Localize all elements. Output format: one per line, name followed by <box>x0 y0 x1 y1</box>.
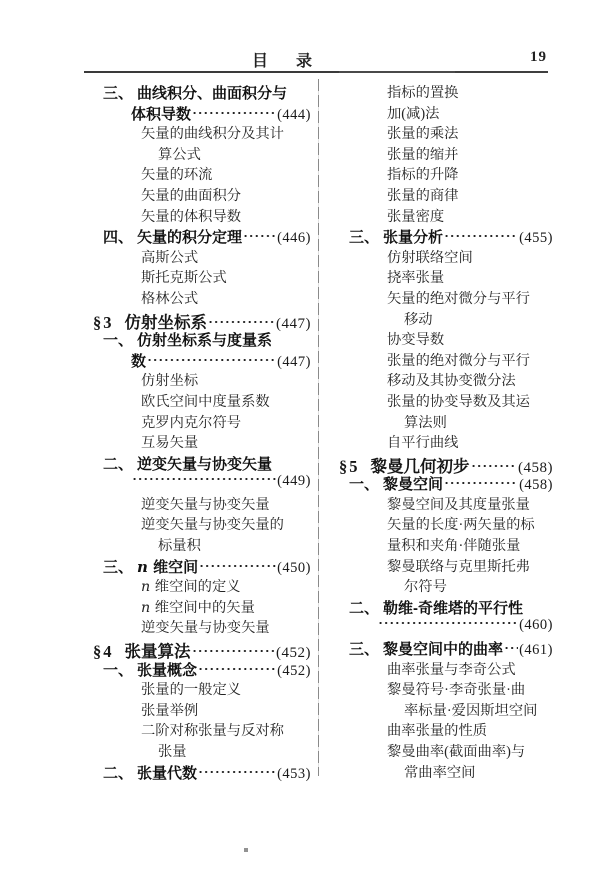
toc-line-title: n 维空间的定义 <box>141 579 241 596</box>
toc-line-title: 率标量·爱因斯坦空间 <box>404 702 538 719</box>
column-divider <box>318 79 319 776</box>
toc-line <box>331 350 553 371</box>
toc-line <box>85 288 311 309</box>
toc-line-title: 张量的缩并 <box>387 146 459 163</box>
toc-line <box>331 576 553 597</box>
toc-line <box>331 700 553 721</box>
dot-leader <box>444 231 518 242</box>
toc-line-title: 仿射坐标系 <box>124 312 207 332</box>
toc-line-marker: §4 <box>93 642 114 662</box>
toc-line-title: 仿射联络空间 <box>387 249 473 266</box>
toc-line <box>85 206 311 227</box>
toc-line-title: 张量的一般定义 <box>141 682 242 699</box>
toc-line-title: 矢量的绝对微分与平行 <box>387 290 530 307</box>
toc-line <box>331 185 553 206</box>
dot-leader <box>147 355 276 366</box>
toc-line-marker: 三、 <box>349 641 380 659</box>
toc-line-title: 斯托克斯公式 <box>141 270 227 287</box>
toc-line <box>85 597 311 618</box>
page-header-title: 目 录 <box>251 53 318 70</box>
toc-line <box>331 432 553 453</box>
toc-line <box>85 391 311 412</box>
toc-line-title: 欧氏空间中度量系数 <box>141 393 270 410</box>
toc-line <box>85 679 311 700</box>
page-number: 19 <box>530 49 547 65</box>
dot-leader <box>471 461 518 472</box>
toc-line-title: 格林公式 <box>141 290 199 307</box>
toc-line-marker: 一、 <box>349 476 380 494</box>
toc-line <box>331 370 553 391</box>
toc-page-ref: (450) <box>277 559 311 576</box>
toc-line <box>331 679 553 700</box>
toc-line <box>331 720 553 741</box>
toc-line-title: 张量概念 <box>137 661 198 679</box>
toc-line-title: 黎曼空间及其度量张量 <box>387 496 530 513</box>
toc-line-title: 数 <box>131 352 147 370</box>
toc-page-ref: (446) <box>277 230 311 247</box>
toc-line-title: 挠率张量 <box>387 270 445 287</box>
toc-line <box>331 638 553 659</box>
toc-line <box>85 453 311 474</box>
toc-line-marker: §5 <box>339 456 360 476</box>
toc-line <box>85 82 311 103</box>
toc-line-title: 黎曼联络与克里斯托弗 <box>387 558 530 575</box>
toc-line-title: 高斯公式 <box>141 249 199 266</box>
toc-page-ref: (458) <box>518 459 553 476</box>
toc-line-title: 算公式 <box>158 146 201 163</box>
toc-line <box>85 103 311 124</box>
toc-page-ref: (455) <box>519 230 553 247</box>
toc-line <box>331 267 553 288</box>
toc-line-title: 曲率张量的性质 <box>387 723 488 740</box>
toc-page-ref: (452) <box>276 645 311 662</box>
toc-line-title: 尔符号 <box>404 579 447 596</box>
toc-line <box>85 720 311 741</box>
dot-leader <box>243 231 276 242</box>
toc-page-ref: (458) <box>519 477 553 494</box>
dot-leader <box>504 643 518 654</box>
toc-line-marker: 一、 <box>103 332 134 350</box>
toc-line <box>331 329 553 350</box>
toc-line <box>331 164 553 185</box>
toc-line-title: 张量密度 <box>387 208 445 225</box>
toc-page-ref: (447) <box>277 353 311 370</box>
toc-page-ref: (460) <box>519 617 553 634</box>
toc-left-column <box>85 82 311 782</box>
toc-line-title: n 维空间中的矢量 <box>141 599 255 616</box>
toc-line-title: 互易矢量 <box>141 435 199 452</box>
toc-line-title: 协变导数 <box>387 332 445 349</box>
toc-line-title: 移动及其协变微分法 <box>387 373 516 390</box>
toc-line <box>85 144 311 165</box>
toc-line-title: 加(减)法 <box>387 105 440 122</box>
toc-line <box>331 226 553 247</box>
toc-right-column <box>331 82 553 782</box>
toc-line <box>85 617 311 638</box>
toc-line <box>331 82 553 103</box>
print-speck <box>244 848 248 852</box>
toc-line-title: 指标的置换 <box>387 85 459 101</box>
toc-line <box>85 659 311 680</box>
toc-page-ref: (452) <box>277 662 311 679</box>
toc-line-title: 逆变矢量与协变矢量 <box>137 455 273 473</box>
toc-line-title: 仿射坐标系与度量系 <box>137 332 273 350</box>
toc-line <box>331 144 553 165</box>
toc-line <box>85 741 311 762</box>
toc-line-title: 张量的商律 <box>387 187 459 204</box>
dot-leader <box>132 474 276 485</box>
toc-line <box>331 391 553 412</box>
toc-line-title: 仿射坐标 <box>141 373 199 390</box>
toc-line <box>331 123 553 144</box>
toc-line <box>331 556 553 577</box>
toc-line <box>331 288 553 309</box>
toc-line-marker: 二、 <box>103 764 134 782</box>
toc-line-marker: 二、 <box>349 599 380 617</box>
toc-line <box>331 494 553 515</box>
toc-line <box>85 556 311 577</box>
toc-page-ref: (449) <box>277 473 311 490</box>
toc-line-title: 逆变矢量与协变矢量 <box>141 620 270 637</box>
toc-line-title: 矢量的曲面积分 <box>141 187 242 204</box>
toc-page-ref: (461) <box>519 642 553 659</box>
toc-line <box>85 370 311 391</box>
toc-line <box>331 206 553 227</box>
toc-line <box>85 123 311 144</box>
dot-leader <box>199 561 276 572</box>
toc-line-title: 量积和夹角·伴随张量 <box>387 538 521 555</box>
toc-line-title: 常曲率空间 <box>404 764 476 781</box>
dot-leader <box>192 108 276 119</box>
toc-line <box>85 185 311 206</box>
toc-line-title: 矢量的长度·两矢量的标 <box>387 517 535 534</box>
toc-line-title: 曲率张量与李奇公式 <box>387 661 516 678</box>
dot-leader <box>198 767 276 778</box>
toc-line <box>85 432 311 453</box>
toc-line <box>85 762 311 783</box>
toc-line-title: 指标的升降 <box>387 167 459 184</box>
toc-line <box>85 350 311 371</box>
toc-line-title: 算法则 <box>404 414 447 431</box>
toc-line-title: 曲线积分、曲面积分与 <box>137 85 288 102</box>
toc-line <box>331 741 553 762</box>
header-rule <box>84 71 548 73</box>
toc-line-title: 张量的乘法 <box>387 126 459 143</box>
toc-line-title: 逆变矢量与协变矢量 <box>141 496 270 513</box>
toc-line <box>85 309 311 330</box>
toc-line <box>331 659 553 680</box>
toc-line-title: 勒维-奇维塔的平行性 <box>383 599 524 617</box>
toc-line <box>331 514 553 535</box>
dot-leader <box>198 664 276 675</box>
toc-line-title: 张量 <box>158 744 187 760</box>
toc-line-title: 标量积 <box>158 538 201 555</box>
toc-line <box>85 638 311 662</box>
toc-line-title: 克罗内克尔符号 <box>141 414 242 431</box>
toc-line-marker: 一、 <box>103 661 134 679</box>
toc-line-title: 黎曼曲率(截面曲率)与 <box>387 744 526 760</box>
toc-line <box>331 309 553 330</box>
toc-line <box>85 473 311 494</box>
toc-line-title: 矢量的曲线积分及其计 <box>141 126 284 143</box>
toc-line <box>331 247 553 268</box>
toc-line-marker: 二、 <box>103 455 134 473</box>
toc-line-title: 矢量的积分定理 <box>137 229 243 247</box>
toc-line-title: 自平行曲线 <box>387 435 459 452</box>
dot-leader <box>192 646 276 657</box>
toc-line <box>85 164 311 185</box>
toc-line-title: 逆变矢量与协变矢量的 <box>141 517 284 534</box>
toc-line <box>85 700 311 721</box>
toc-line-title: 张量的绝对微分与平行 <box>387 352 530 369</box>
toc-line-marker: §3 <box>93 312 114 332</box>
toc-line <box>331 412 553 433</box>
toc-line <box>331 617 553 638</box>
toc-line-title: 体积导数 <box>131 105 192 123</box>
toc-line <box>85 247 311 268</box>
toc-line-title: 黎曼符号·李奇张量·曲 <box>387 682 526 699</box>
toc-line-title: 张量举例 <box>141 702 199 719</box>
toc-page-ref: (447) <box>276 315 311 332</box>
toc-page-ref: (444) <box>277 106 311 123</box>
toc-line-title: 张量算法 <box>124 642 191 662</box>
toc-line <box>85 576 311 597</box>
toc-line <box>331 535 553 556</box>
toc-line <box>85 267 311 288</box>
toc-line <box>85 514 311 535</box>
toc-line <box>85 535 311 556</box>
toc-page-ref: (453) <box>277 765 311 782</box>
toc-line-marker: 三、 <box>103 558 134 576</box>
toc-line <box>331 103 553 124</box>
toc-line <box>85 412 311 433</box>
toc-line-title: n 维空间 <box>137 557 199 576</box>
dot-leader <box>208 317 275 328</box>
toc-line <box>85 494 311 515</box>
toc-line <box>331 473 553 494</box>
toc-line-marker: 三、 <box>349 229 380 247</box>
toc-line-title: 黎曼空间中的曲率 <box>383 641 504 659</box>
toc-line <box>331 762 553 783</box>
toc-line <box>85 226 311 247</box>
dot-leader <box>444 478 518 489</box>
toc-line-title: 张量分析 <box>383 229 444 247</box>
toc-line-title: 张量的协变导数及其运 <box>387 393 530 410</box>
toc-line-title: 张量代数 <box>137 764 198 782</box>
toc-line-marker: 三、 <box>103 85 134 102</box>
toc-line-title: 黎曼几何初步 <box>370 456 470 476</box>
dot-leader <box>378 618 518 629</box>
toc-line-marker: 四、 <box>103 229 134 247</box>
toc-line-title: 矢量的环流 <box>141 167 213 184</box>
toc-line <box>331 597 553 618</box>
toc-line-title: 黎曼空间 <box>383 476 444 494</box>
toc-line-title: 矢量的体积导数 <box>141 208 242 225</box>
toc-line-title: 移动 <box>404 311 433 328</box>
toc-line-title: 二阶对称张量与反对称 <box>141 723 284 740</box>
toc-line <box>331 453 553 474</box>
